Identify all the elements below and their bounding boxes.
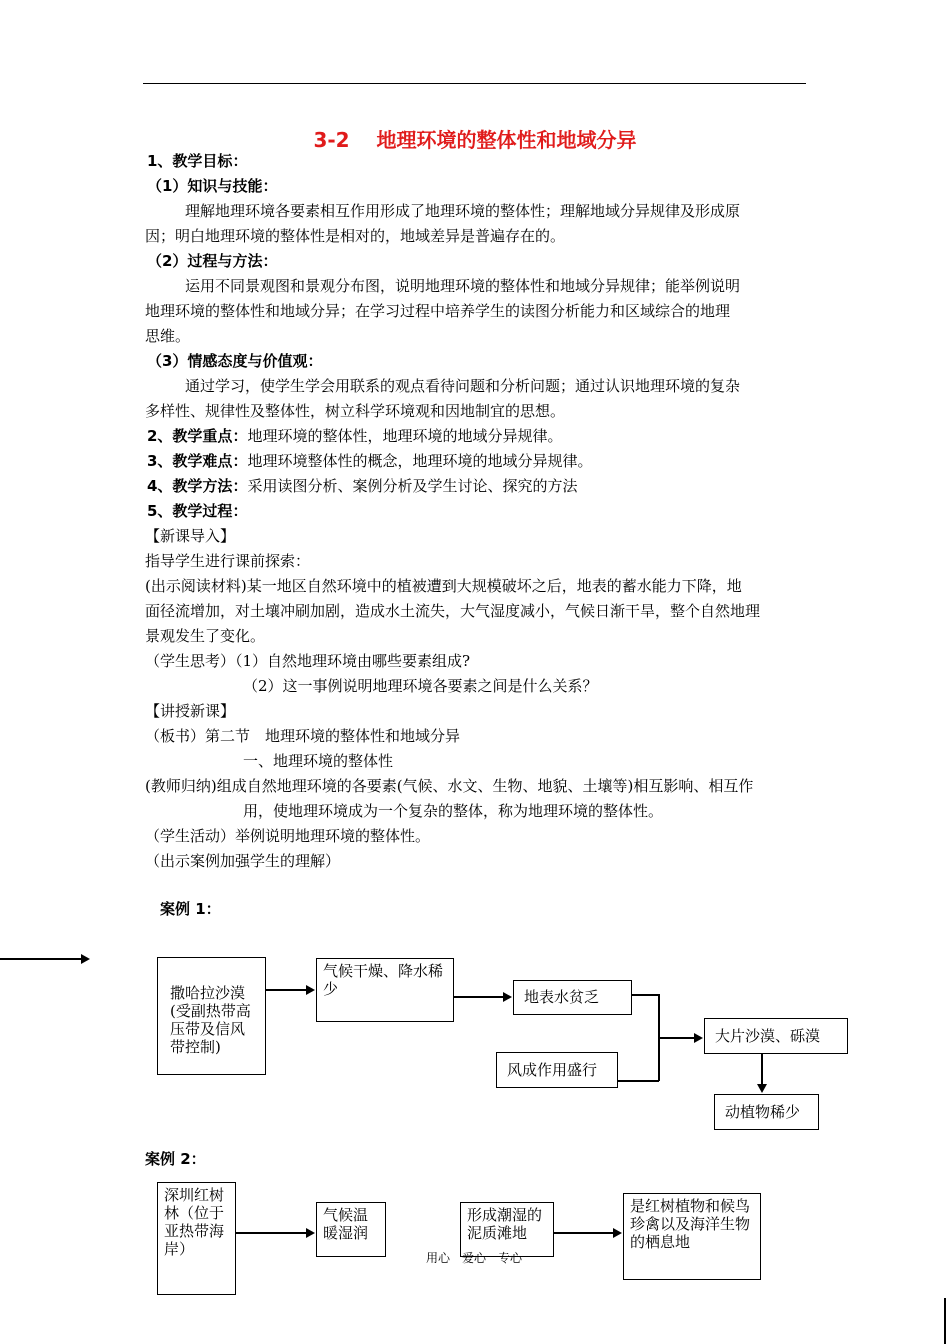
section-methods [147,476,577,496]
show-case-note: （出示案例加强学生的理解） [145,852,341,870]
difficulties-label: 3、教学难点： [147,452,248,470]
lecture-header: 【讲授新课】 [145,702,236,720]
paragraph-line: 用，使地理环境成为一个复杂的整体，称为地理环境的整体性。 [243,802,664,820]
case2-label: 案例 2： [145,1150,206,1168]
box-mangrove: 深圳红树林（位于亚热带海岸） [157,1182,236,1295]
box-surface-water: 地表水贫乏 [513,980,632,1015]
arrow-right-icon [306,1228,315,1238]
box-desert: 大片沙漠、砾漠 [704,1018,848,1054]
student-activity: （学生活动）举例说明地理环境的整体性。 [145,827,431,845]
heading-knowledge: （1）知识与技能： [147,177,278,195]
section-objectives: 1、教学目标： [147,152,248,170]
intro-guide: 指导学生进行课前探索： [145,552,311,570]
edge-mark [944,1298,946,1344]
heading-process: （2）过程与方法： [147,252,278,270]
paragraph-line: (教师归纳)组成自然地理环境的各要素(气候、水文、生物、地貌、土壤等)相互影响、相互作 [145,777,754,795]
section-key-points [147,426,562,446]
connector-line [761,1054,763,1085]
section-difficulties [147,451,592,471]
connector-line [236,1232,307,1234]
arrow-right-icon [503,992,512,1002]
case1-label: 案例 1： [160,900,221,918]
methods-label: 4、教学方法： [147,477,248,495]
paragraph-line: 地理环境的整体性和地域分异；在学习过程中培养学生的读图分析能力和区域综合的地理 [145,302,731,320]
paragraph-line: 景观发生了变化。 [145,627,266,645]
box-wind-action: 风成作用盛行 [496,1052,618,1088]
think-question-1: （学生思考）（1）自然地理环境由哪些要素组成? [145,652,471,670]
arrow-right-icon [306,985,315,995]
header-rule [143,83,806,84]
box-habitat: 是红树植物和候鸟珍禽以及海洋生物的栖息地 [623,1193,761,1280]
paragraph-line: 思维。 [145,327,191,345]
key-points-label: 2、教学重点： [147,427,248,445]
connector-line [454,996,504,998]
methods-text: 采用读图分析、案例分析及学生讨论、探究的方法 [247,477,578,495]
connector-line [618,1080,659,1082]
board-subtitle: 一、地理环境的整体性 [243,752,394,770]
connector-line [632,994,659,996]
difficulties-text: 地理环境整体性的概念，地理环境的地域分异规律。 [247,452,593,470]
think-question-2: （2）这一事例说明地理环境各要素之间是什么关系？ [243,677,598,695]
board-title: （板书）第二节 地理环境的整体性和地域分异 [145,727,461,745]
key-points-text: 地理环境的整体性，地理环境的地域分异规律。 [247,427,563,445]
connector-line [266,989,307,991]
box-sahara: 撒哈拉沙漠(受副热带高压带及信风带控制) [157,957,266,1075]
connector-line [554,1232,614,1234]
connector-line [658,1037,695,1039]
paragraph-line: 多样性、规律性及整体性，树立科学环境观和因地制宜的思想。 [145,402,566,420]
intro-header: 【新课导入】 [145,527,236,545]
section-process: 5、教学过程： [147,502,248,520]
arrow-right-icon [81,954,90,964]
paragraph-line: 面径流增加，对土壤冲刷加剧，造成水土流失，大气湿度减小，气候日渐干旱，整个自然地理 [145,602,761,620]
box-mudflat: 形成潮湿的泥质滩地 [460,1202,554,1257]
paragraph-line: 通过学习，使学生学会用联系的观点看待问题和分析问题；通过认识地理环境的复杂 [185,377,741,395]
document-title: 3-2 地理环境的整体性和地域分异 [313,128,637,152]
arrow-right-icon [694,1033,703,1043]
arrow-right-icon [613,1228,622,1238]
paragraph-line: 因；明白地理环境的整体性是相对的，地域差异是普遍存在的。 [145,227,566,245]
stray-arrow-line [0,958,82,960]
heading-attitude: （3）情感态度与价值观： [147,352,323,370]
box-sparse-life: 动植物稀少 [714,1094,819,1130]
paragraph-line: 理解地理环境各要素相互作用形成了地理环境的整体性；理解地域分异规律及形成原 [185,202,741,220]
box-climate-dry: 气候干燥、降水稀少 [316,958,454,1022]
page-footer: 用心 爱心 专心 [426,1251,523,1265]
arrow-down-icon [757,1084,767,1093]
paragraph-line: (出示阅读材料)某一地区自然环境中的植被遭到大规模破坏之后，地表的蓄水能力下降，地 [145,577,742,595]
box-warm-humid: 气候温暖湿润 [316,1202,386,1257]
paragraph-line: 运用不同景观图和景观分布图，说明地理环境的整体性和地域分异规律；能举例说明 [185,277,741,295]
